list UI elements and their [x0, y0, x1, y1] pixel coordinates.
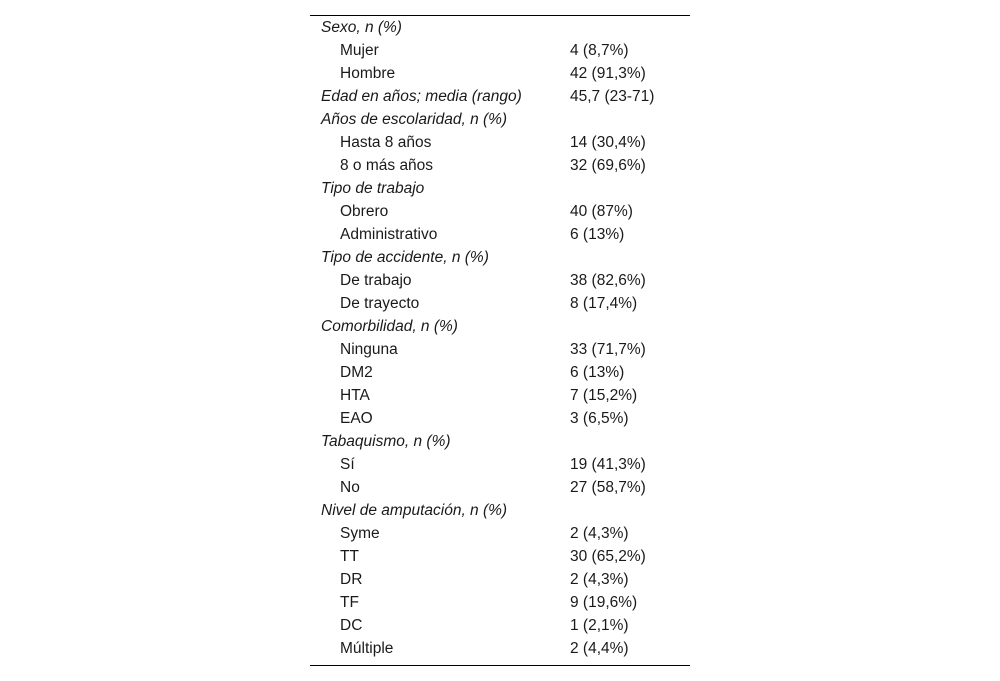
table-row	[310, 637, 690, 660]
row-label: Hasta 8 años	[340, 134, 432, 151]
table-row	[310, 223, 690, 246]
row-label: Tabaquismo, n (%)	[321, 433, 451, 450]
row-value: 7 (15,2%)	[570, 387, 638, 404]
row-value: 33 (71,7%)	[570, 341, 646, 358]
table-row	[310, 269, 690, 292]
row-label: Edad en años; media (rango)	[321, 88, 522, 105]
row-label: Nivel de amputación, n (%)	[321, 502, 508, 519]
table-row	[310, 39, 690, 62]
table-row	[310, 338, 690, 361]
table-category-row	[310, 16, 690, 39]
row-label: DR	[340, 571, 363, 588]
row-label: DM2	[340, 364, 373, 381]
row-value: 27 (58,7%)	[570, 479, 646, 496]
table-row	[310, 131, 690, 154]
table-row	[310, 407, 690, 430]
row-label: Tipo de trabajo	[321, 180, 425, 197]
row-value: 45,7 (23-71)	[570, 88, 655, 105]
row-value: 32 (69,6%)	[570, 157, 646, 174]
table-row	[310, 62, 690, 85]
row-label: Mujer	[340, 42, 379, 59]
row-label: Múltiple	[340, 640, 394, 657]
table-row	[310, 384, 690, 407]
row-label: HTA	[340, 387, 370, 404]
row-value: 30 (65,2%)	[570, 548, 646, 565]
row-label: De trabajo	[340, 272, 412, 289]
table-category-row	[310, 315, 690, 338]
table-category-row	[310, 430, 690, 453]
table-row	[310, 545, 690, 568]
table-row	[310, 453, 690, 476]
row-label: De trayecto	[340, 295, 420, 312]
row-value: 4 (8,7%)	[570, 42, 629, 59]
table-row	[310, 292, 690, 315]
table-category-row	[310, 499, 690, 522]
row-label: Tipo de accidente, n (%)	[321, 249, 489, 266]
demographics-table	[310, 15, 690, 666]
row-label: 8 o más años	[340, 157, 434, 174]
row-value: 6 (13%)	[570, 364, 625, 381]
row-label: TF	[340, 594, 359, 611]
row-value: 6 (13%)	[570, 226, 625, 243]
row-value: 1 (2,1%)	[570, 617, 629, 634]
row-value: 42 (91,3%)	[570, 65, 646, 82]
row-value: 19 (41,3%)	[570, 456, 646, 473]
row-label: DC	[340, 617, 363, 634]
row-value: 9 (19,6%)	[570, 594, 638, 611]
row-value: 14 (30,4%)	[570, 134, 646, 151]
row-label: Años de escolaridad, n (%)	[321, 111, 508, 128]
table-row	[310, 200, 690, 223]
row-value: 2 (4,3%)	[570, 525, 629, 542]
row-label: Comorbilidad, n (%)	[321, 318, 458, 335]
table-row	[310, 591, 690, 614]
row-label: Obrero	[340, 203, 389, 220]
row-label: Sexo, n (%)	[321, 19, 402, 36]
row-label: Syme	[340, 525, 380, 542]
row-label: Administrativo	[340, 226, 438, 243]
row-value: 40 (87%)	[570, 203, 633, 220]
row-label: No	[340, 479, 360, 496]
table-row	[310, 361, 690, 384]
table-row	[310, 476, 690, 499]
row-value: 8 (17,4%)	[570, 295, 638, 312]
row-label: EAO	[340, 410, 373, 427]
row-value: 2 (4,3%)	[570, 571, 629, 588]
row-label: Ninguna	[340, 341, 398, 358]
table-row	[310, 614, 690, 637]
row-value: 3 (6,5%)	[570, 410, 629, 427]
row-label: Hombre	[340, 65, 396, 82]
table-category-row	[310, 246, 690, 269]
row-label: TT	[340, 548, 359, 565]
table-category-row	[310, 177, 690, 200]
table-row	[310, 568, 690, 591]
table-row	[310, 522, 690, 545]
table-category-row	[310, 85, 690, 108]
row-label: Sí	[340, 456, 355, 473]
row-value: 2 (4,4%)	[570, 640, 629, 657]
row-value: 38 (82,6%)	[570, 272, 646, 289]
table-category-row	[310, 108, 690, 131]
table-row	[310, 154, 690, 177]
